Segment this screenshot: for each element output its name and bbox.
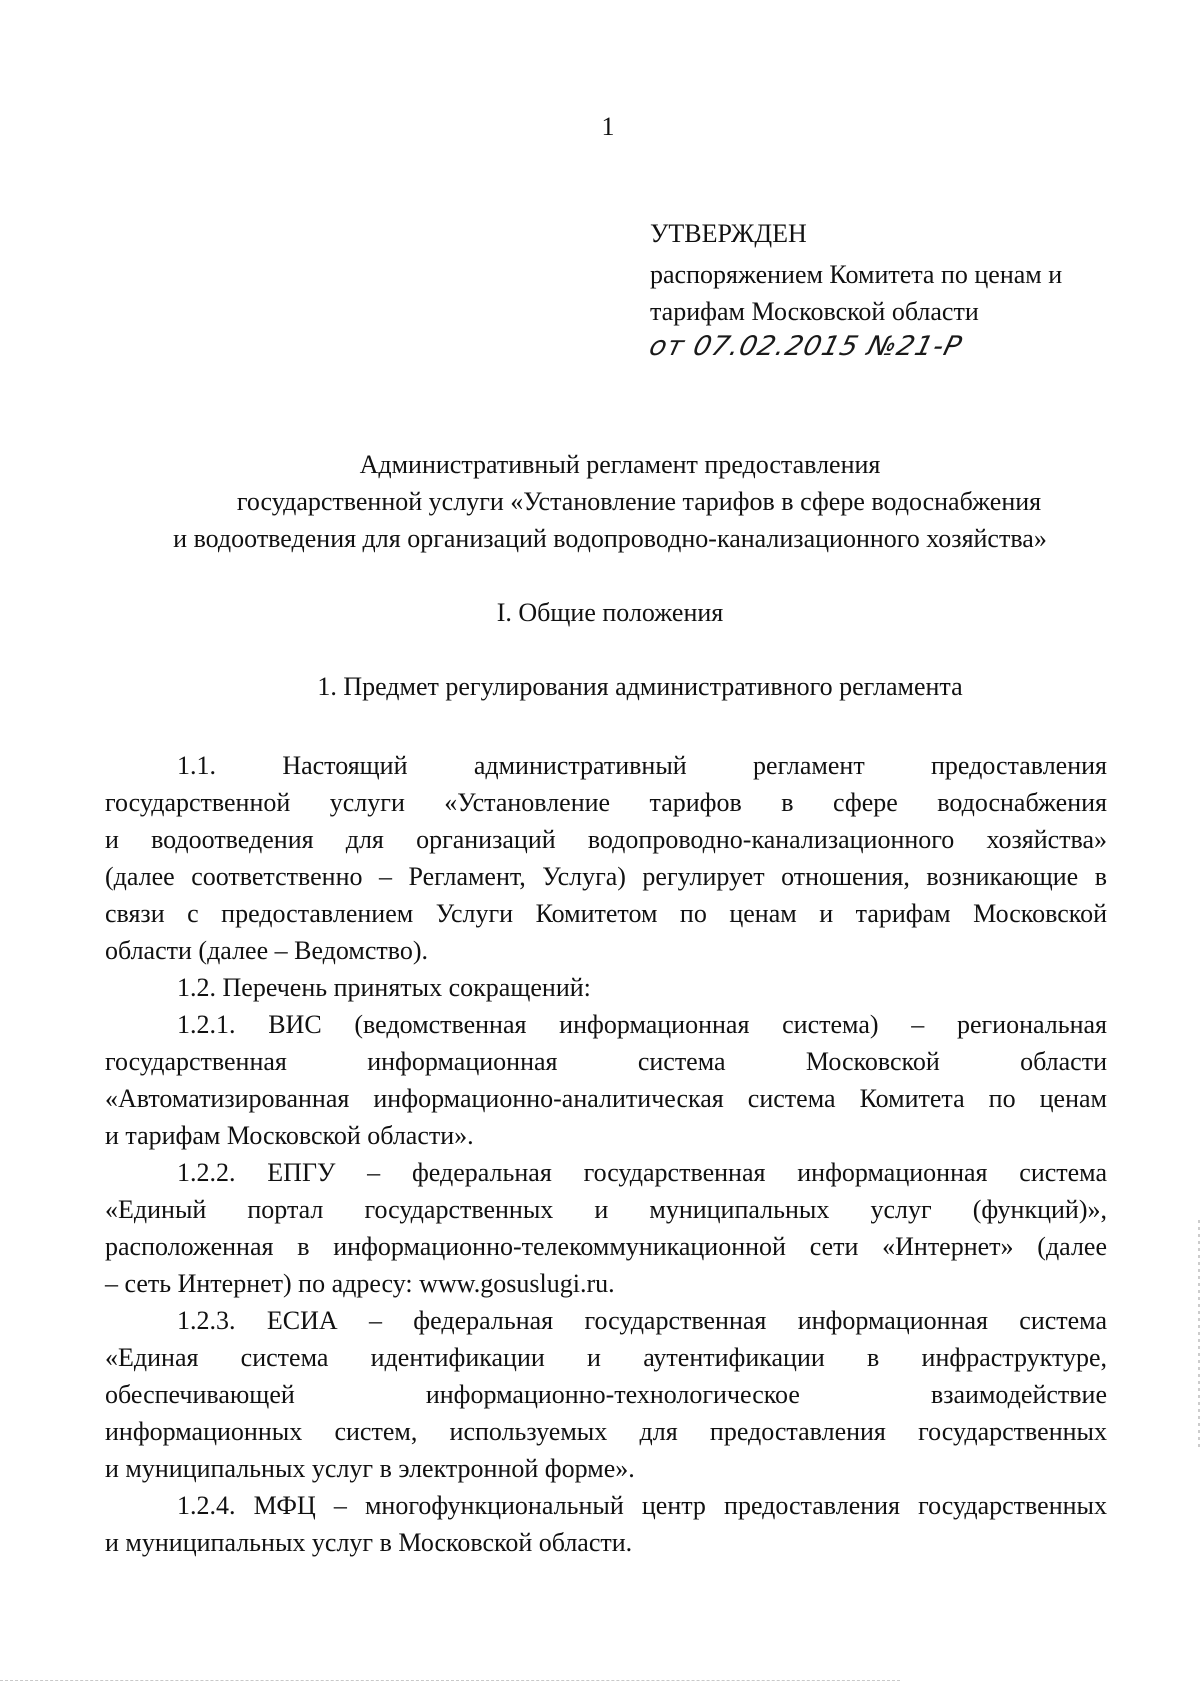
title-line-3: и водоотведения для организаций водопроводно-канализационного хозяйства»	[173, 524, 1047, 553]
text-line: «Автоматизированная информационно-аналитическая система Комитета по ценам	[105, 1084, 1107, 1113]
text-line: 1.2.4. МФЦ – многофункциональный центр предоставления государственных	[177, 1491, 1107, 1520]
title-line-1: Административный регламент предоставления	[359, 450, 881, 479]
text-line: и муниципальных услуг в электронной форме».	[105, 1454, 635, 1483]
section-heading: I. Общие положения	[496, 598, 724, 627]
paragraph-1-2-4	[105, 1487, 1107, 1561]
text-line: (далее соответственно – Регламент, Услуга) регулирует отношения, возникающие в	[105, 862, 1107, 891]
scan-bottom-artifact	[0, 1680, 900, 1681]
subsection-heading: 1. Предмет регулирования административного регламента	[317, 672, 963, 701]
text-line: и тарифам Московской области».	[105, 1121, 474, 1150]
text-line: области (далее – Ведомство).	[105, 936, 429, 965]
text-line: «Единая система идентификации и аутентификации в инфраструктуре,	[105, 1343, 1107, 1372]
document-title	[120, 446, 1100, 557]
paragraph-1-2-3	[105, 1302, 1107, 1487]
text-line: 1.2. Перечень принятых сокращений:	[177, 973, 591, 1002]
paragraph-1-2-2	[105, 1154, 1107, 1302]
text-line: связи с предоставлением Услуги Комитетом по ценам и тарифам Московской	[105, 899, 1107, 928]
text-line: государственной услуги «Установление тарифов в сфере водоснабжения	[105, 788, 1107, 817]
text-line: – сеть Интернет) по адресу: www.gosuslugi.ru.	[105, 1269, 615, 1298]
text-line: 1.2.2. ЕПГУ – федеральная государственная информационная система	[177, 1158, 1107, 1187]
text-line: и водоотведения для организаций водопроводно-канализационного хозяйства»	[105, 825, 1107, 854]
text-line: 1.1. Настоящий административный регламент предоставления	[177, 751, 1107, 780]
paragraph-1-2	[105, 969, 1107, 1006]
approval-stamp-block	[646, 215, 1130, 365]
handwritten-date-number: от 07.02.2015 №21-Р	[646, 331, 966, 362]
text-line: 1.2.1. ВИС (ведомственная информационная система) – региональная	[177, 1010, 1107, 1039]
text-line: 1.2.3. ЕСИА – федеральная государственная информационная система	[177, 1306, 1107, 1335]
page-number: 1	[601, 112, 615, 141]
approval-heading: УТВЕРЖДЕН	[650, 219, 807, 248]
text-line: расположенная в информационно-телекоммуникационной сети «Интернет» (далее	[105, 1232, 1107, 1261]
text-line: «Единый портал государственных и муниципальных услуг (функций)»,	[105, 1195, 1107, 1224]
text-line: информационных систем, используемых для предоставления государственных	[105, 1417, 1107, 1446]
text-line: и муниципальных услуг в Московской области.	[105, 1528, 633, 1557]
text-line: обеспечивающей информационно-технологическое взаимодействие	[105, 1380, 1107, 1409]
title-line-2: государственной услуги «Установление тарифов в сфере водоснабжения	[236, 487, 1042, 516]
paragraph-1-1	[105, 747, 1107, 969]
approval-line-1: распоряжением Комитета по ценам и	[650, 260, 1063, 289]
document-body	[105, 747, 1107, 1561]
approval-line-2: тарифам Московской области	[650, 297, 979, 326]
paragraph-1-2-1	[105, 1006, 1107, 1154]
text-line: государственная информационная система Московской области	[105, 1047, 1107, 1076]
